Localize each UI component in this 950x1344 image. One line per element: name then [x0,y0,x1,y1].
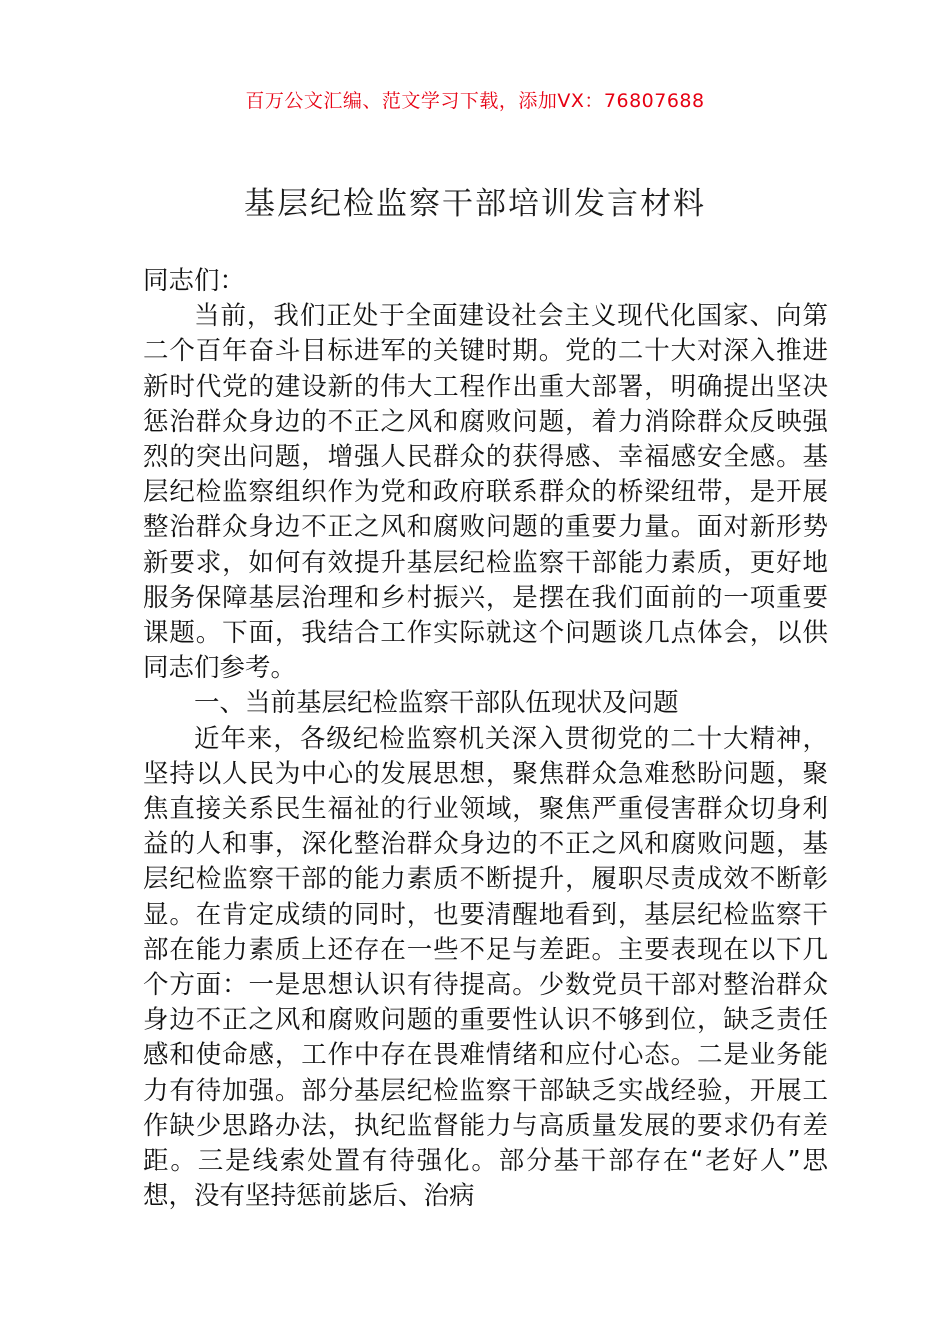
section-heading: 一、当前基层纪检监察干部队伍现状及问题 [194,688,679,719]
paragraph-intro: 当前，我们正处于全面建设社会主义现代化国家、向第二个百年奋斗目标进军的关键时期。党的二十大对深入推进新时代党的建设新的伟大工程作出重大部署，明确提出坚决惩治群众身边的不正之风和腐败问题，着力消除群众反映强烈的突出问题，增强人民群众的获得感、幸福感安全感。基层纪检监察组织作为党和政府联系群众的桥梁纽带，是开展整治群众身边不正之风和腐败问题的重要力量。面对新形势新要求，如何有效提升基层纪检监察干部能力素质，更好地服务保障基层治理和乡村振兴，是摆在我们面前的一项重要课题。下面，我结合工作实际就这个问题谈几点体会，以供同志们参考。 [143,301,828,684]
salutation: 同志们： [143,266,246,296]
header-note: 百万公文汇编、范文学习下载，添加VX：76807688 [245,90,705,112]
document-body [143,264,828,1214]
paragraph-status: 近年来，各级纪检监察机关深入贯彻党的二十大精神，坚持以人民为中心的发展思想，聚焦群众急难愁盼问题，聚焦直接关系民生福祉的行业领域，聚焦严重侵害群众切身利益的人和事，深化整治群众身边的不正之风和腐败问题，基层纪检监察干部的能力素质不断提升，履职尽责成效不断彰显。在肯定成绩的同时，也要清醒地看到，基层纪检监察干部在能力素质上还存在一些不足与差距。主要表现在以下几个方面：一是思想认识有待提高。少数党员干部对整治群众身边不正之风和腐败问题的重要性认识不够到位，缺乏责任感和使命感，工作中存在畏难情绪和应付心态。二是业务能力有待加强。部分基层纪检监察干部缺乏实战经验，开展工作缺少思路办法，执纪监督能力与高质量发展的要求仍有差距。三是线索处置有待强化。部分基干部存在“老好人”思想，没有坚持惩前毖后、治病 [143,723,828,1212]
document-title: 基层纪检监察干部培训发言材料 [244,186,706,222]
